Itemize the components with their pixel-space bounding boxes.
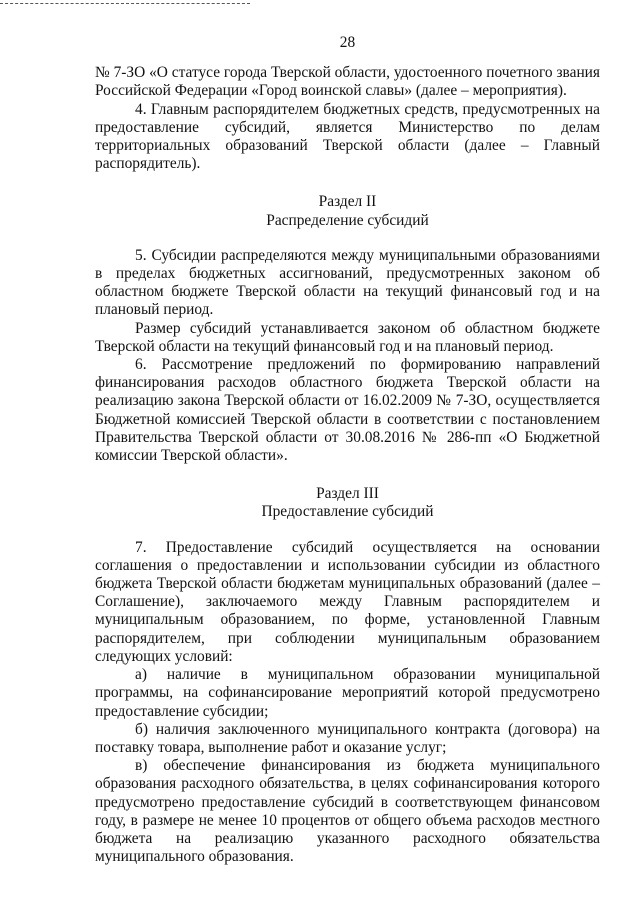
- top-edge-rule: [0, 3, 250, 4]
- section-3-label: Раздел III: [316, 485, 379, 503]
- section-3-title: Предоставление субсидий: [261, 503, 434, 521]
- document-page: [95, 34, 600, 866]
- paragraph-5: 5. Субсидии распределяются между муниципальными образованиями в пределах бюджетных ассигнований, предусмотренных законом об областном бюджете Тверской области на текущий финансовый год и на плановый период.: [95, 246, 600, 319]
- paragraph-4: 4. Главным распорядителем бюджетных средств, предусмотренных на предоставление субсидий, является Министерство по делам территориальных образований Тверской области (далее – Главный распорядитель).: [95, 100, 600, 173]
- page-number: 28: [339, 34, 356, 51]
- paragraph-continuation: № 7-ЗО «О статусе города Тверской области, удостоенного почетного звания Российской Федерации «Город воинской славы» (далее – мероприятия).: [95, 64, 600, 100]
- paragraph-7b: б) наличия заключенного муниципального контракта (договора) на поставку товара, выполнение работ и оказание услуг;: [95, 720, 600, 756]
- section-2-title: Распределение субсидий: [266, 211, 429, 229]
- paragraph-6: 6. Рассмотрение предложений по формированию направлений финансирования расходов областного бюджета Тверской области на реализацию закона Тверской области от 16.02.2009 № 7-ЗО, осуществляется Бюджетной комиссией Тверской области в соответствии с постановлением Правительства Тверской области от 30.08.2016 № 286-пп «О Бюджетной комиссии Тверской области».: [95, 356, 600, 465]
- paragraph-7c: в) обеспечение финансирования из бюджета муниципального образования расходного обязательства, в целях софинансирования которого предусмотрено предоставление субсидий в соответствующем финансовом году, в размере не менее 10 процентов от общего объема расходов местного бюджета на реализацию указанного расходного обязательства муниципального образования.: [95, 757, 600, 866]
- section-3-heading: [95, 485, 600, 521]
- section-2-label: Раздел II: [318, 193, 377, 211]
- section-2-heading: [95, 193, 600, 229]
- paragraph-7: 7. Предоставление субсидий осуществляется на основании соглашения о предоставлении и использовании субсидии из областного бюджета Тверской области бюджетам муниципальных образований (далее – Соглашение), заключаемого между Главным распорядителем и муниципальным образованием, по форме, установленной Главным распорядителем, при соблюдении муниципальным образованием следующих условий:: [95, 538, 600, 665]
- paragraph-7a: а) наличие в муниципальном образовании муниципальной программы, на софинансирование мероприятий которой предусмотрено предоставление субсидии;: [95, 666, 600, 720]
- paragraph-5-size: Размер субсидий устанавливается законом об областном бюджете Тверской области на текущий финансовый год и на плановый период.: [95, 319, 600, 355]
